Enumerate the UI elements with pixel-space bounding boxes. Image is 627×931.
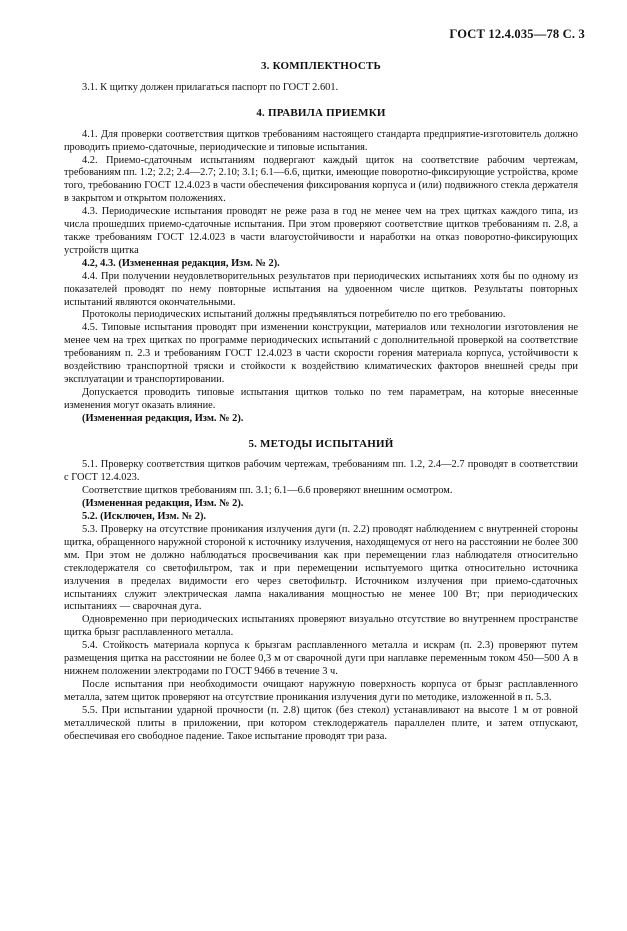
paragraph-4-5: 4.5. Типовые испытания проводят при изменении конструкции, материалов или технологии изготовления не менее чем на трех щитках по программе периодических испытаний с дополнительной проверкой на соответствие требованиям п. 2.3 и требованиям ГОСТ 12.4.023 в части скорости горения материала корпуса, устойчивости к воздействию транспортной тряски и стойкости к воздействию климатических факторов внешней среды при эксплуатации и транспортировании. bbox=[64, 322, 578, 385]
document-body bbox=[64, 60, 578, 743]
amendment-note: 4.2, 4.3. (Измененная редакция, Изм. № 2). bbox=[82, 257, 280, 269]
paragraph-4-3: 4.3. Периодические испытания проводят не реже раза в год не менее чем на трех щитках каждого типа, из числа прошедших приемо-сдаточные испытания. При этом проверяют соответствие щитков требованиям п. 2.8, а также требованиям ГОСТ 12.4.023 в части влагоустойчивости и наработки на отказ поворотно-фиксирующих устройств щитка bbox=[64, 206, 578, 256]
paragraph-5-2: 5.2. (Исключен, Изм. № 2). bbox=[82, 511, 207, 523]
paragraph-4-2: 4.2. Приемо-сдаточным испытаниям подвергают каждый щиток на соответствие рабочим чертежам, требованиям пп. 1.2; 2.2; 2.4—2.7; 2.10; 3.1; 6.1—6.6, щитки, имеющие поворотно-фиксирующие устройства, кроме того, требованию ГОСТ 12.4.023 в части обеспечения фиксирования корпуса и (или) подвижного стекла держателя в закрытом и открытом положениях. bbox=[64, 154, 578, 205]
paragraph-cleaning: После испытания при необходимости очищают наружную поверхность корпуса от брызг расплавленного металла, затем щиток проверяют на отсутствие проникания излучения дуги по методике, изложенной в п. 5.3. bbox=[64, 678, 578, 703]
paragraph-4-1: 4.1. Для проверки соответствия щитков требованиям настоящего стандарта предприятие-изготовитель должно проводить приемо-сдаточные, периодические и типовые испытания. bbox=[64, 128, 578, 153]
paragraph-5-3: 5.3. Проверку на отсутствие проникания излучения дуги (п. 2.2) проводят наблюдением с внутренней стороны щитка, обращенного наружной стороной к источнику излучения, находящемуся от него на расстоянии не более 300 мм. При этом не должно наблюдаться просвечивания как при перемещении глаз наблюдателя относительно стеклодержателя со светофильтром, так и при перемещении испытуемого щитка относительно источника излучения в пределах видимости его через светофильтр. Источником излучения при приемо-сдаточных испытаниях служит электрическая лампа накаливания мощностью не менее 100 Вт; при периодических испытаниях — сварочная дуга. bbox=[64, 524, 578, 613]
paragraph-5-4: 5.4. Стойкость материала корпуса к брызгам расплавленного металла и искрам (п. 2.3) проверяют путем размещения щитка на расстоянии не более 0,3 м от сварочной дуги при наплавке переменным током 450—500 А в нижнем положении электродами по ГОСТ 9466 в течение 3 ч. bbox=[64, 640, 578, 677]
paragraph-type-tests: Допускается проводить типовые испытания щитков только по тем параметрам, на которые внесенные изменения могут оказать влияние. bbox=[64, 386, 578, 411]
section-title-test-methods: 5. МЕТОДЫ ИСПЫТАНИЙ bbox=[248, 437, 394, 450]
paragraph-5-5: 5.5. При испытании ударной прочности (п. 2.8) щиток (без стекол) устанавливают на высоте 1 м от ровной металлической плиты в приложении, при котором стеклодержатель параллелен плите, и затем отпускают, обеспечивая его свободное падение. Такое испытание проводят три раза. bbox=[64, 704, 578, 742]
amendment-note: (Измененная редакция, Изм. № 2). bbox=[82, 498, 244, 510]
paragraph-5-1: 5.1. Проверку соответствия щитков рабочим чертежам, требованиям пп. 1.2, 2.4—2.7 проводят в соответствии с ГОСТ 12.4.023. bbox=[64, 459, 578, 484]
paragraph-periodic-visual: Одновременно при периодических испытаниях проверяют визуально отсутствие во внутреннем пространстве щитка брызг расплавленного металла. bbox=[64, 614, 578, 639]
amendment-note: (Измененная редакция, Изм. № 2). bbox=[82, 412, 244, 424]
section-title-completeness: 3. КОМПЛЕКТНОСТЬ bbox=[260, 60, 382, 72]
paragraph-visual-inspection: Соответствие щитков требованиям пп. 3.1; 6.1—6.6 проверяют внешним осмотром. bbox=[82, 485, 453, 497]
running-head: ГОСТ 12.4.035—78 С. 3 bbox=[449, 27, 585, 41]
paragraph-protocols: Протоколы периодических испытаний должны предъявляться потребителю по его требованию. bbox=[82, 309, 506, 321]
paragraph-4-4: 4.4. При получении неудовлетворительных результатов при периодических испытаниях хотя бы по одному из показателей проводят по нему повторные испытания на удвоенном числе щитков. Результаты повторных испытаний являются окончательными. bbox=[64, 270, 578, 308]
section-title-acceptance-rules: 4. ПРАВИЛА ПРИЕМКИ bbox=[256, 106, 386, 119]
paragraph-3-1: 3.1. К щитку должен прилагаться паспорт по ГОСТ 2.601. bbox=[82, 81, 339, 93]
